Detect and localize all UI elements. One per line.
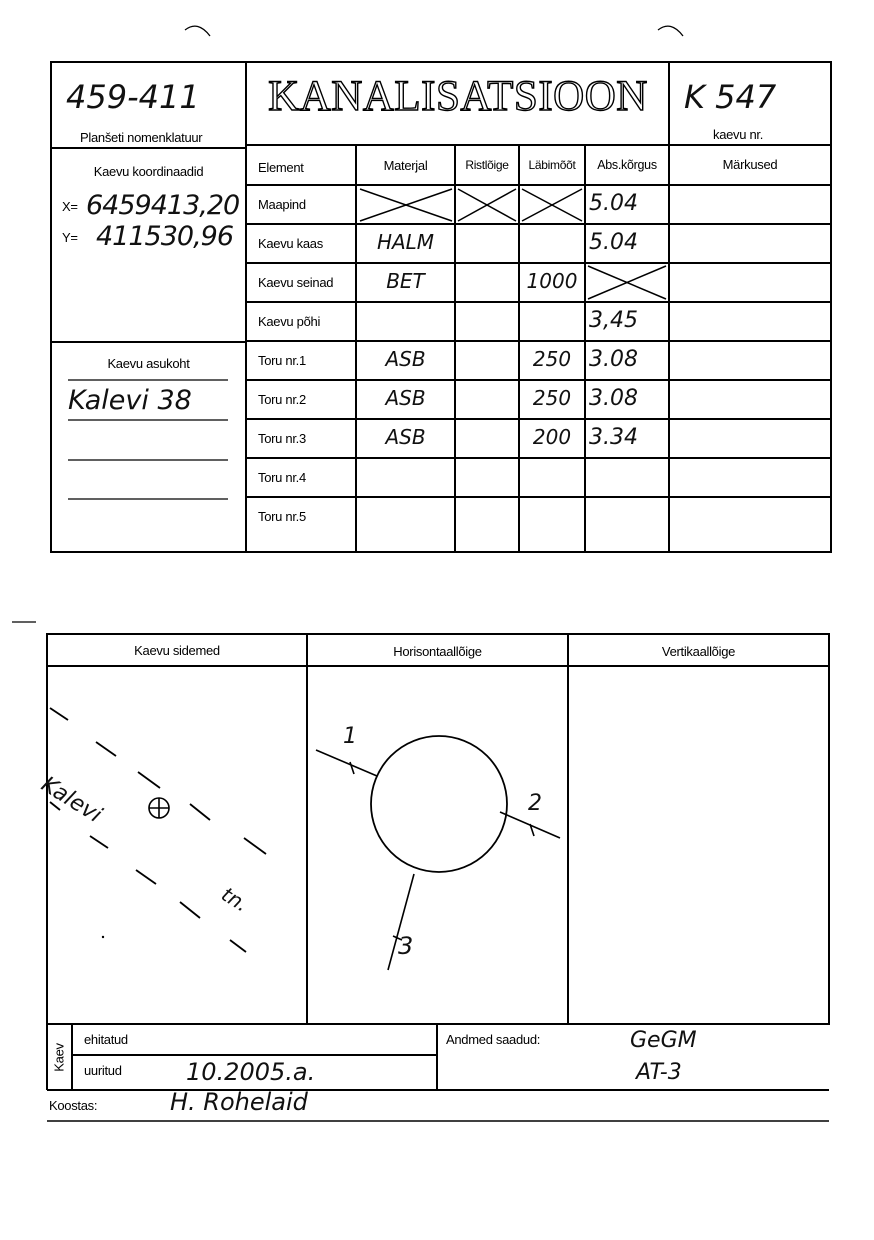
pipe-label-1: 1	[343, 724, 357, 749]
pipe-label-2: 2	[528, 791, 542, 816]
row-material: ASB	[385, 425, 426, 449]
panel-title-vertical: Vertikaallõige	[661, 644, 736, 659]
punch-hole-left	[185, 26, 210, 36]
data-source-line2: AT-3	[636, 1060, 682, 1085]
row-material: ASB	[385, 386, 426, 410]
pipe-label-3: 3	[398, 932, 414, 960]
row-element: Maapind	[258, 197, 306, 212]
row-element: Kaevu seinad	[258, 275, 334, 290]
surveyed-label: uuritud	[84, 1063, 122, 1078]
y-coordinate: 411530,96	[96, 221, 234, 252]
row-material: BET	[386, 269, 425, 293]
row-diameter: 1000	[526, 269, 578, 293]
built-label: ehitatud	[84, 1032, 128, 1047]
street-label: Kalevi	[36, 772, 106, 829]
plan-number-label: Planšeti nomenklatuur	[80, 130, 203, 145]
col-header-cross-section: Ristlõige	[465, 158, 509, 172]
y-prefix: Y=	[62, 230, 78, 245]
row-element: Toru nr.5	[258, 509, 306, 524]
col-header-element: Element	[258, 160, 304, 175]
row-diameter: 200	[532, 425, 572, 449]
row-height: 3,45	[589, 308, 638, 333]
row-height: 3.34	[589, 425, 638, 450]
row-height: 5.04	[589, 230, 638, 255]
row-height: 3.08	[589, 347, 638, 372]
row-element: Toru nr.2	[258, 392, 306, 407]
data-source-line1: GeGM	[630, 1028, 697, 1053]
row-diameter: 250	[532, 386, 572, 410]
row-element: Toru nr.4	[258, 470, 306, 485]
manhole-section	[371, 736, 507, 872]
street-dashes	[50, 708, 266, 952]
location-label: Kaevu asukoht	[107, 356, 190, 371]
row-element: Toru nr.1	[258, 353, 306, 368]
well-side-label: Kaev	[51, 1043, 67, 1072]
sketch-form-border	[47, 634, 829, 1024]
compiled-label: Koostas:	[49, 1098, 98, 1113]
street-suffix: tn.	[217, 882, 253, 917]
punch-hole-right	[658, 26, 683, 36]
col-header-material: Materjal	[383, 158, 428, 173]
pipes	[316, 750, 560, 970]
col-header-diameter: Läbimõõt	[528, 158, 576, 172]
row-material: ASB	[385, 347, 426, 371]
row-height: 3.08	[589, 386, 638, 411]
well-number-label: kaevu nr.	[713, 127, 764, 142]
row-element: Kaevu kaas	[258, 236, 323, 251]
row-diameter: 250	[532, 347, 572, 371]
data-source-label: Andmed saadud:	[446, 1032, 541, 1047]
row-material: HALM	[376, 230, 435, 254]
plan-number: 459-411	[66, 78, 200, 116]
coordinates-label: Kaevu koordinaadid	[93, 164, 204, 179]
well-number: K 547	[684, 78, 777, 116]
panel-title-links: Kaevu sidemed	[134, 643, 220, 658]
row-element: Kaevu põhi	[258, 314, 321, 329]
panel-title-horizontal: Horisontaallõige	[393, 644, 482, 659]
surveyed-value: 10.2005.a.	[186, 1058, 316, 1086]
compiled-value: H. Rohelaid	[170, 1088, 308, 1116]
x-coordinate: 6459413,20	[86, 190, 240, 221]
location-value: Kalevi 38	[68, 385, 192, 416]
row-height: 5.04	[589, 191, 638, 216]
x-prefix: X=	[62, 199, 78, 214]
form-title: KANALISATSIOON	[268, 73, 648, 120]
col-header-abs-height: Abs.kõrgus	[597, 158, 657, 172]
col-header-notes: Märkused	[722, 157, 778, 172]
row-element: Toru nr.3	[258, 431, 306, 446]
